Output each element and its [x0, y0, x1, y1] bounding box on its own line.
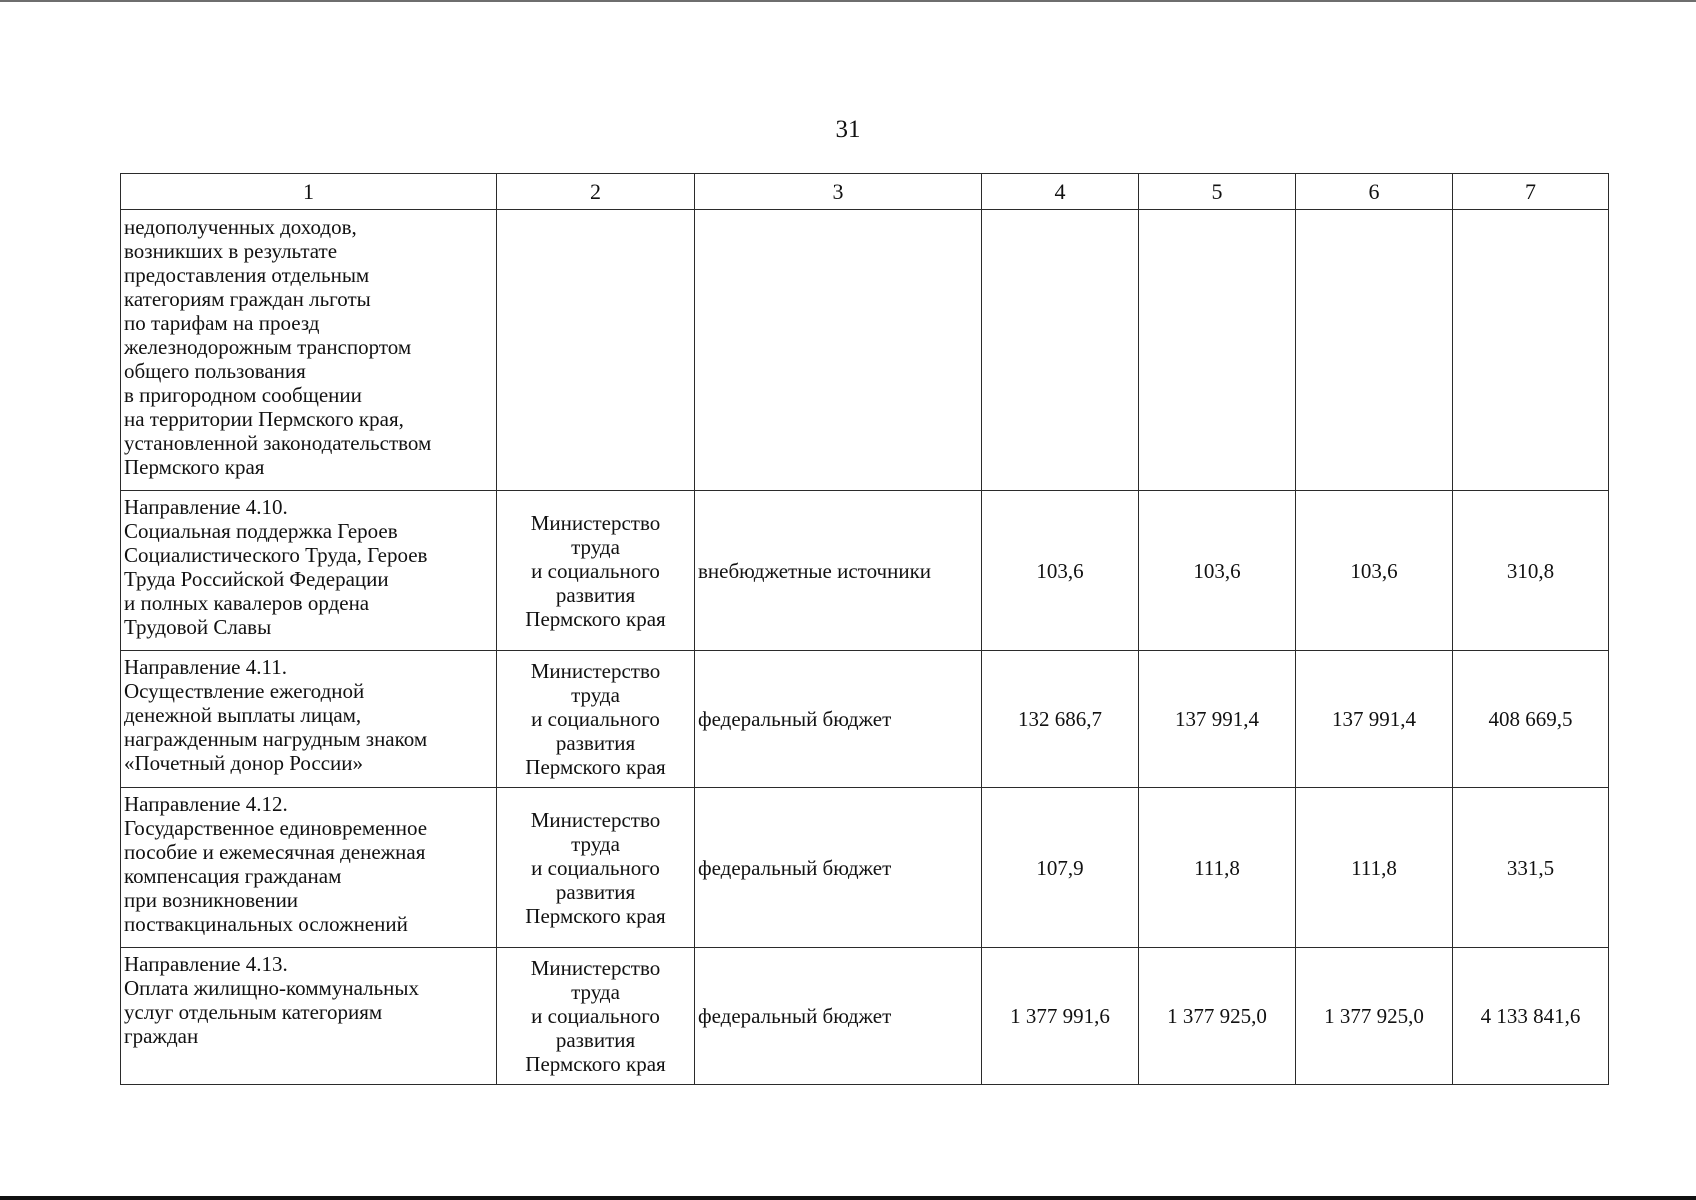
- row-description: Направление 4.11. Осуществление ежегодной денежной выплаты лицам, награжденным нагрудным знаком «Почетный донор России»: [121, 651, 497, 788]
- row-value-col4: 107,9: [982, 788, 1139, 948]
- column-number-7: 7: [1453, 174, 1609, 210]
- row-organization: Министерство труда и социального развития Пермского края: [497, 491, 695, 651]
- row-organization: Министерство труда и социального развития Пермского края: [497, 788, 695, 948]
- row-value-col5: 1 377 925,0: [1139, 948, 1296, 1085]
- row-value-col6: 137 991,4: [1296, 651, 1453, 788]
- table-row: [121, 948, 1609, 1085]
- row-value-col4: 1 377 991,6: [982, 948, 1139, 1085]
- column-number-3: 3: [695, 174, 982, 210]
- row-value-col6: 103,6: [1296, 491, 1453, 651]
- empty-cell: [982, 210, 1139, 491]
- row-description: Направление 4.13. Оплата жилищно-коммунальных услуг отдельным категориям граждан: [121, 948, 497, 1085]
- empty-cell: [497, 210, 695, 491]
- budget-table: [120, 173, 1609, 1085]
- table-row-continuation: [121, 210, 1609, 491]
- row-value-col7: 4 133 841,6: [1453, 948, 1609, 1085]
- row-value-col5: 137 991,4: [1139, 651, 1296, 788]
- row-value-col7: 408 669,5: [1453, 651, 1609, 788]
- row-description: Направление 4.12. Государственное единовременное пособие и ежемесячная денежная компенсация гражданам при возникновении поствакцинальных осложнений: [121, 788, 497, 948]
- column-number-5: 5: [1139, 174, 1296, 210]
- column-number-2: 2: [497, 174, 695, 210]
- table-row: [121, 491, 1609, 651]
- row-funding-source: федеральный бюджет: [695, 651, 982, 788]
- row-value-col4: 103,6: [982, 491, 1139, 651]
- table-row: [121, 651, 1609, 788]
- row-organization: Министерство труда и социального развития Пермского края: [497, 651, 695, 788]
- row-value-col4: 132 686,7: [982, 651, 1139, 788]
- table-row: [121, 788, 1609, 948]
- row-funding-source: федеральный бюджет: [695, 948, 982, 1085]
- row-description: Направление 4.10. Социальная поддержка Героев Социалистического Труда, Героев Труда Российской Федерации и полных кавалеров ордена Трудовой Славы: [121, 491, 497, 651]
- empty-cell: [1453, 210, 1609, 491]
- scan-edge-bottom: [0, 1196, 1696, 1200]
- page-number: 31: [835, 116, 861, 143]
- row-funding-source: внебюджетные источники: [695, 491, 982, 651]
- column-number-4: 4: [982, 174, 1139, 210]
- row-value-col5: 111,8: [1139, 788, 1296, 948]
- row-description: недополученных доходов, возникших в результате предоставления отдельным категориям граждан льготы по тарифам на проезд железнодорожным транспортом общего пользования в пригородном сообщении на территории Пермского края, установленной законодательством Пермского края: [121, 210, 497, 491]
- column-number-1: 1: [121, 174, 497, 210]
- scan-edge-top: [0, 0, 1696, 2]
- column-number-6: 6: [1296, 174, 1453, 210]
- empty-cell: [1139, 210, 1296, 491]
- table-header-row: [121, 174, 1609, 210]
- row-value-col5: 103,6: [1139, 491, 1296, 651]
- row-organization: Министерство труда и социального развития Пермского края: [497, 948, 695, 1085]
- row-funding-source: федеральный бюджет: [695, 788, 982, 948]
- row-value-col6: 111,8: [1296, 788, 1453, 948]
- row-value-col6: 1 377 925,0: [1296, 948, 1453, 1085]
- empty-cell: [1296, 210, 1453, 491]
- empty-cell: [695, 210, 982, 491]
- row-value-col7: 331,5: [1453, 788, 1609, 948]
- row-value-col7: 310,8: [1453, 491, 1609, 651]
